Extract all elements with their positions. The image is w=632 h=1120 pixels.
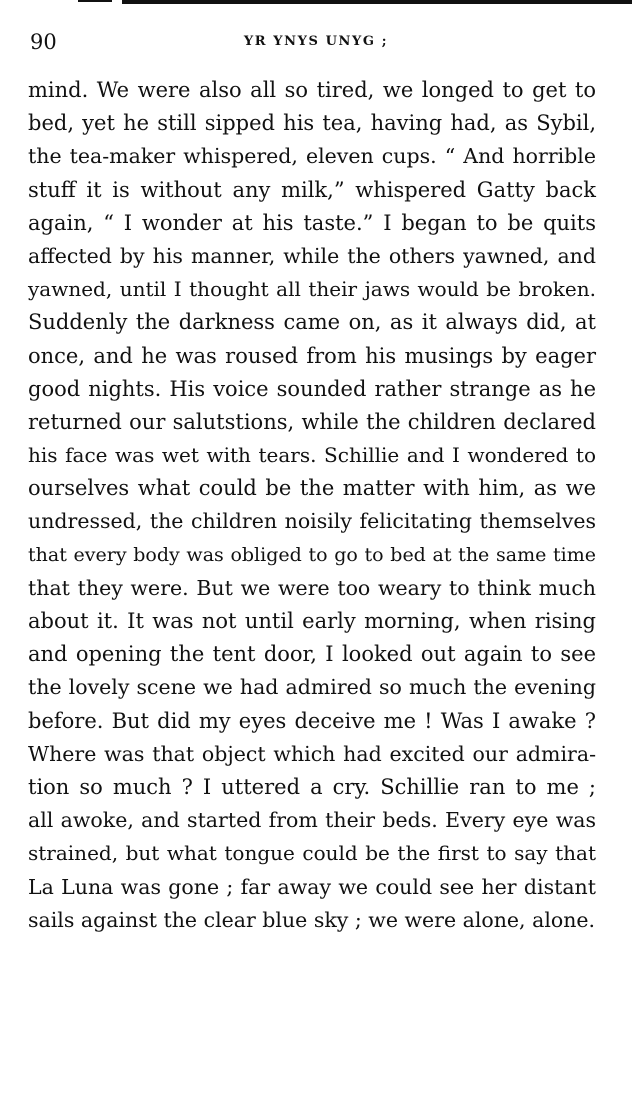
text-line: ourselves what could be the matter with him, as we [28,476,596,501]
text-line: returned our salutstions, while the children declared [28,409,596,434]
text-line: Where was that object which had excited our admira- [28,741,596,766]
top-rule-long [122,0,632,4]
text-line: that they were. But we were too weary to think much [28,575,596,600]
running-head [30,30,602,54]
text-line: good nights. His voice sounded rather strange as he [28,376,596,401]
text-line: tion so much ? I uttered a cry. Schillie ran to me ; [28,774,596,799]
text-line: before. But did my eyes deceive me ! Was I awake ? [28,708,596,733]
text-line: all awoke, and started from their beds. Every eye was [28,808,596,833]
text-line: again, “ I wonder at his taste.” I began to be quits [28,210,596,235]
text-line: strained, but what tongue could be the first to say that [28,841,596,866]
text-line: mind. We were also all so tired, we longed to get to [28,78,596,102]
text-line: and opening the tent door, I looked out again to see [28,642,596,667]
top-rule-short [78,0,112,2]
running-title: YR YNYS UNYG ; [243,34,389,49]
text-line: Suddenly the darkness came on, as it always did, at [28,310,596,335]
text-line: yawned, until I thought all their jaws would be broken. [28,277,596,302]
text-line: his face was wet with tears. Schillie and I wondered to [28,443,596,468]
text-line: undressed, the children noisily felicitating themselves [28,509,596,534]
text-line: the tea-maker whispered, eleven cups. “ And horrible [28,144,596,169]
text-line: bed, yet he still sipped his tea, having had, as Sybil, [28,111,596,136]
page-number: 90 [30,30,57,54]
text-line: affected by his manner, while the others yawned, and [28,243,596,268]
text-line: once, and he was roused from his musings by eager [28,343,596,368]
text-line: about it. It was not until early morning, when rising [28,609,596,633]
text-line: stuff it is without any milk,” whispered Gatty back [28,177,596,202]
text-line-last: sails against the clear blue sky ; we were alone, alone. [28,907,596,932]
text-line: La Luna was gone ; far away we could see her distant [28,874,596,899]
text-line: that every body was obliged to go to bed at the same time [28,543,596,566]
body-text [28,74,596,937]
text-line: the lovely scene we had admired so much the evening [28,675,596,700]
